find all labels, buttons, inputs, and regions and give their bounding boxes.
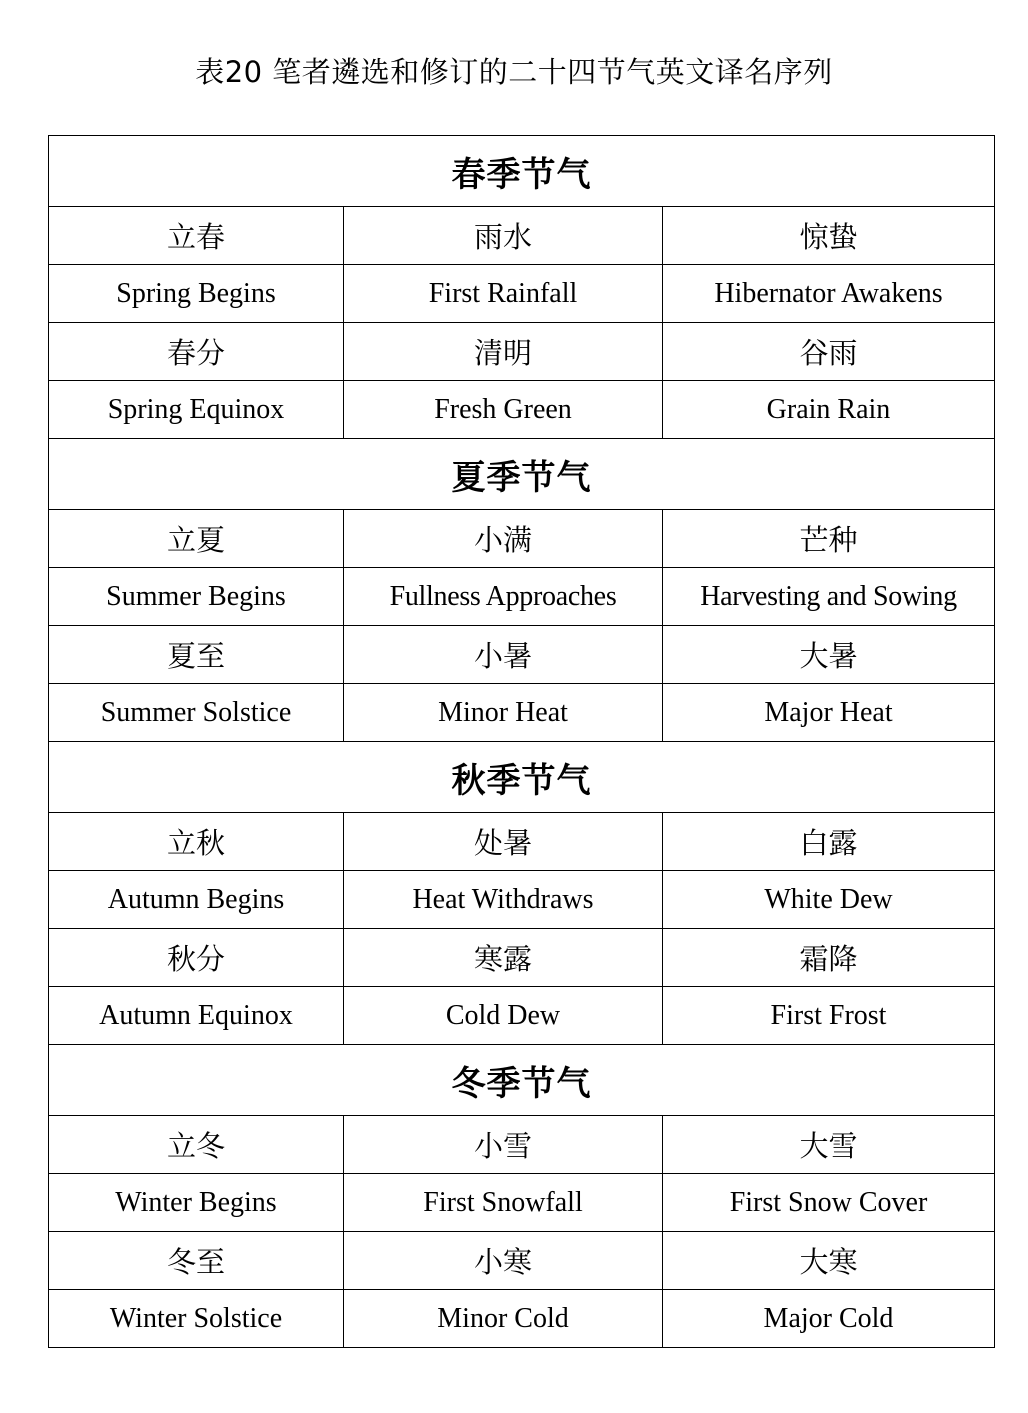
chinese-term-cell: 大寒 <box>663 1232 995 1290</box>
english-term-cell: Major Cold <box>663 1290 995 1348</box>
chinese-term-row <box>49 626 995 684</box>
season-header-row <box>49 439 995 510</box>
english-term-cell: Fresh Green <box>344 381 663 439</box>
english-term-row <box>49 1290 995 1348</box>
english-term-row <box>49 568 995 626</box>
table-caption: 表20 笔者遴选和修订的二十四节气英文译名序列 <box>195 55 833 89</box>
english-term-row <box>49 265 995 323</box>
chinese-term-cell: 夏至 <box>49 626 344 684</box>
chinese-term-cell: 大暑 <box>663 626 995 684</box>
english-term-cell: First Snow Cover <box>663 1174 995 1232</box>
english-term-cell: Cold Dew <box>344 987 663 1045</box>
chinese-term-row <box>49 323 995 381</box>
chinese-term-cell: 大雪 <box>663 1116 995 1174</box>
chinese-term-cell: 霜降 <box>663 929 995 987</box>
english-term-row <box>49 987 995 1045</box>
english-term-cell: Minor Cold <box>344 1290 663 1348</box>
english-term-row <box>49 381 995 439</box>
english-term-cell: First Snowfall <box>344 1174 663 1232</box>
english-term-cell: Spring Begins <box>49 265 344 323</box>
english-term-cell: First Rainfall <box>344 265 663 323</box>
season-title: 秋季节气 <box>49 742 995 813</box>
chinese-term-row <box>49 1116 995 1174</box>
chinese-term-row <box>49 207 995 265</box>
english-term-cell: Autumn Begins <box>49 871 344 929</box>
english-term-cell: Winter Solstice <box>49 1290 344 1348</box>
english-term-row <box>49 1174 995 1232</box>
english-term-cell: Spring Equinox <box>49 381 344 439</box>
english-term-cell: Summer Begins <box>49 568 344 626</box>
english-term-cell: Grain Rain <box>663 381 995 439</box>
chinese-term-cell: 立春 <box>49 207 344 265</box>
english-term-cell: First Frost <box>663 987 995 1045</box>
chinese-term-cell: 清明 <box>344 323 663 381</box>
chinese-term-cell: 小满 <box>344 510 663 568</box>
chinese-term-cell: 小雪 <box>344 1116 663 1174</box>
season-title: 春季节气 <box>49 136 995 207</box>
season-header-row <box>49 742 995 813</box>
chinese-term-row <box>49 813 995 871</box>
season-title: 冬季节气 <box>49 1045 995 1116</box>
season-title: 夏季节气 <box>49 439 995 510</box>
chinese-term-cell: 小暑 <box>344 626 663 684</box>
chinese-term-cell: 处暑 <box>344 813 663 871</box>
chinese-term-cell: 小寒 <box>344 1232 663 1290</box>
english-term-cell: Major Heat <box>663 684 995 742</box>
english-term-cell: Minor Heat <box>344 684 663 742</box>
chinese-term-cell: 冬至 <box>49 1232 344 1290</box>
solar-terms-table <box>48 135 995 1348</box>
chinese-term-row <box>49 929 995 987</box>
english-term-cell: Autumn Equinox <box>49 987 344 1045</box>
chinese-term-cell: 立秋 <box>49 813 344 871</box>
english-term-cell: Winter Begins <box>49 1174 344 1232</box>
chinese-term-cell: 谷雨 <box>663 323 995 381</box>
chinese-term-cell: 秋分 <box>49 929 344 987</box>
chinese-term-cell: 寒露 <box>344 929 663 987</box>
chinese-term-cell: 惊蛰 <box>663 207 995 265</box>
chinese-term-cell: 芒种 <box>663 510 995 568</box>
season-header-row <box>49 136 995 207</box>
chinese-term-row <box>49 510 995 568</box>
chinese-term-cell: 立夏 <box>49 510 344 568</box>
english-term-cell: Harvesting and Sowing <box>663 568 995 626</box>
english-term-cell: Heat Withdraws <box>344 871 663 929</box>
season-header-row <box>49 1045 995 1116</box>
english-term-cell: White Dew <box>663 871 995 929</box>
english-term-cell: Hibernator Awakens <box>663 265 995 323</box>
english-term-cell: Summer Solstice <box>49 684 344 742</box>
chinese-term-cell: 雨水 <box>344 207 663 265</box>
chinese-term-row <box>49 1232 995 1290</box>
english-term-cell: Fullness Approaches <box>344 568 663 626</box>
english-term-row <box>49 684 995 742</box>
chinese-term-cell: 立冬 <box>49 1116 344 1174</box>
english-term-row <box>49 871 995 929</box>
chinese-term-cell: 白露 <box>663 813 995 871</box>
chinese-term-cell: 春分 <box>49 323 344 381</box>
